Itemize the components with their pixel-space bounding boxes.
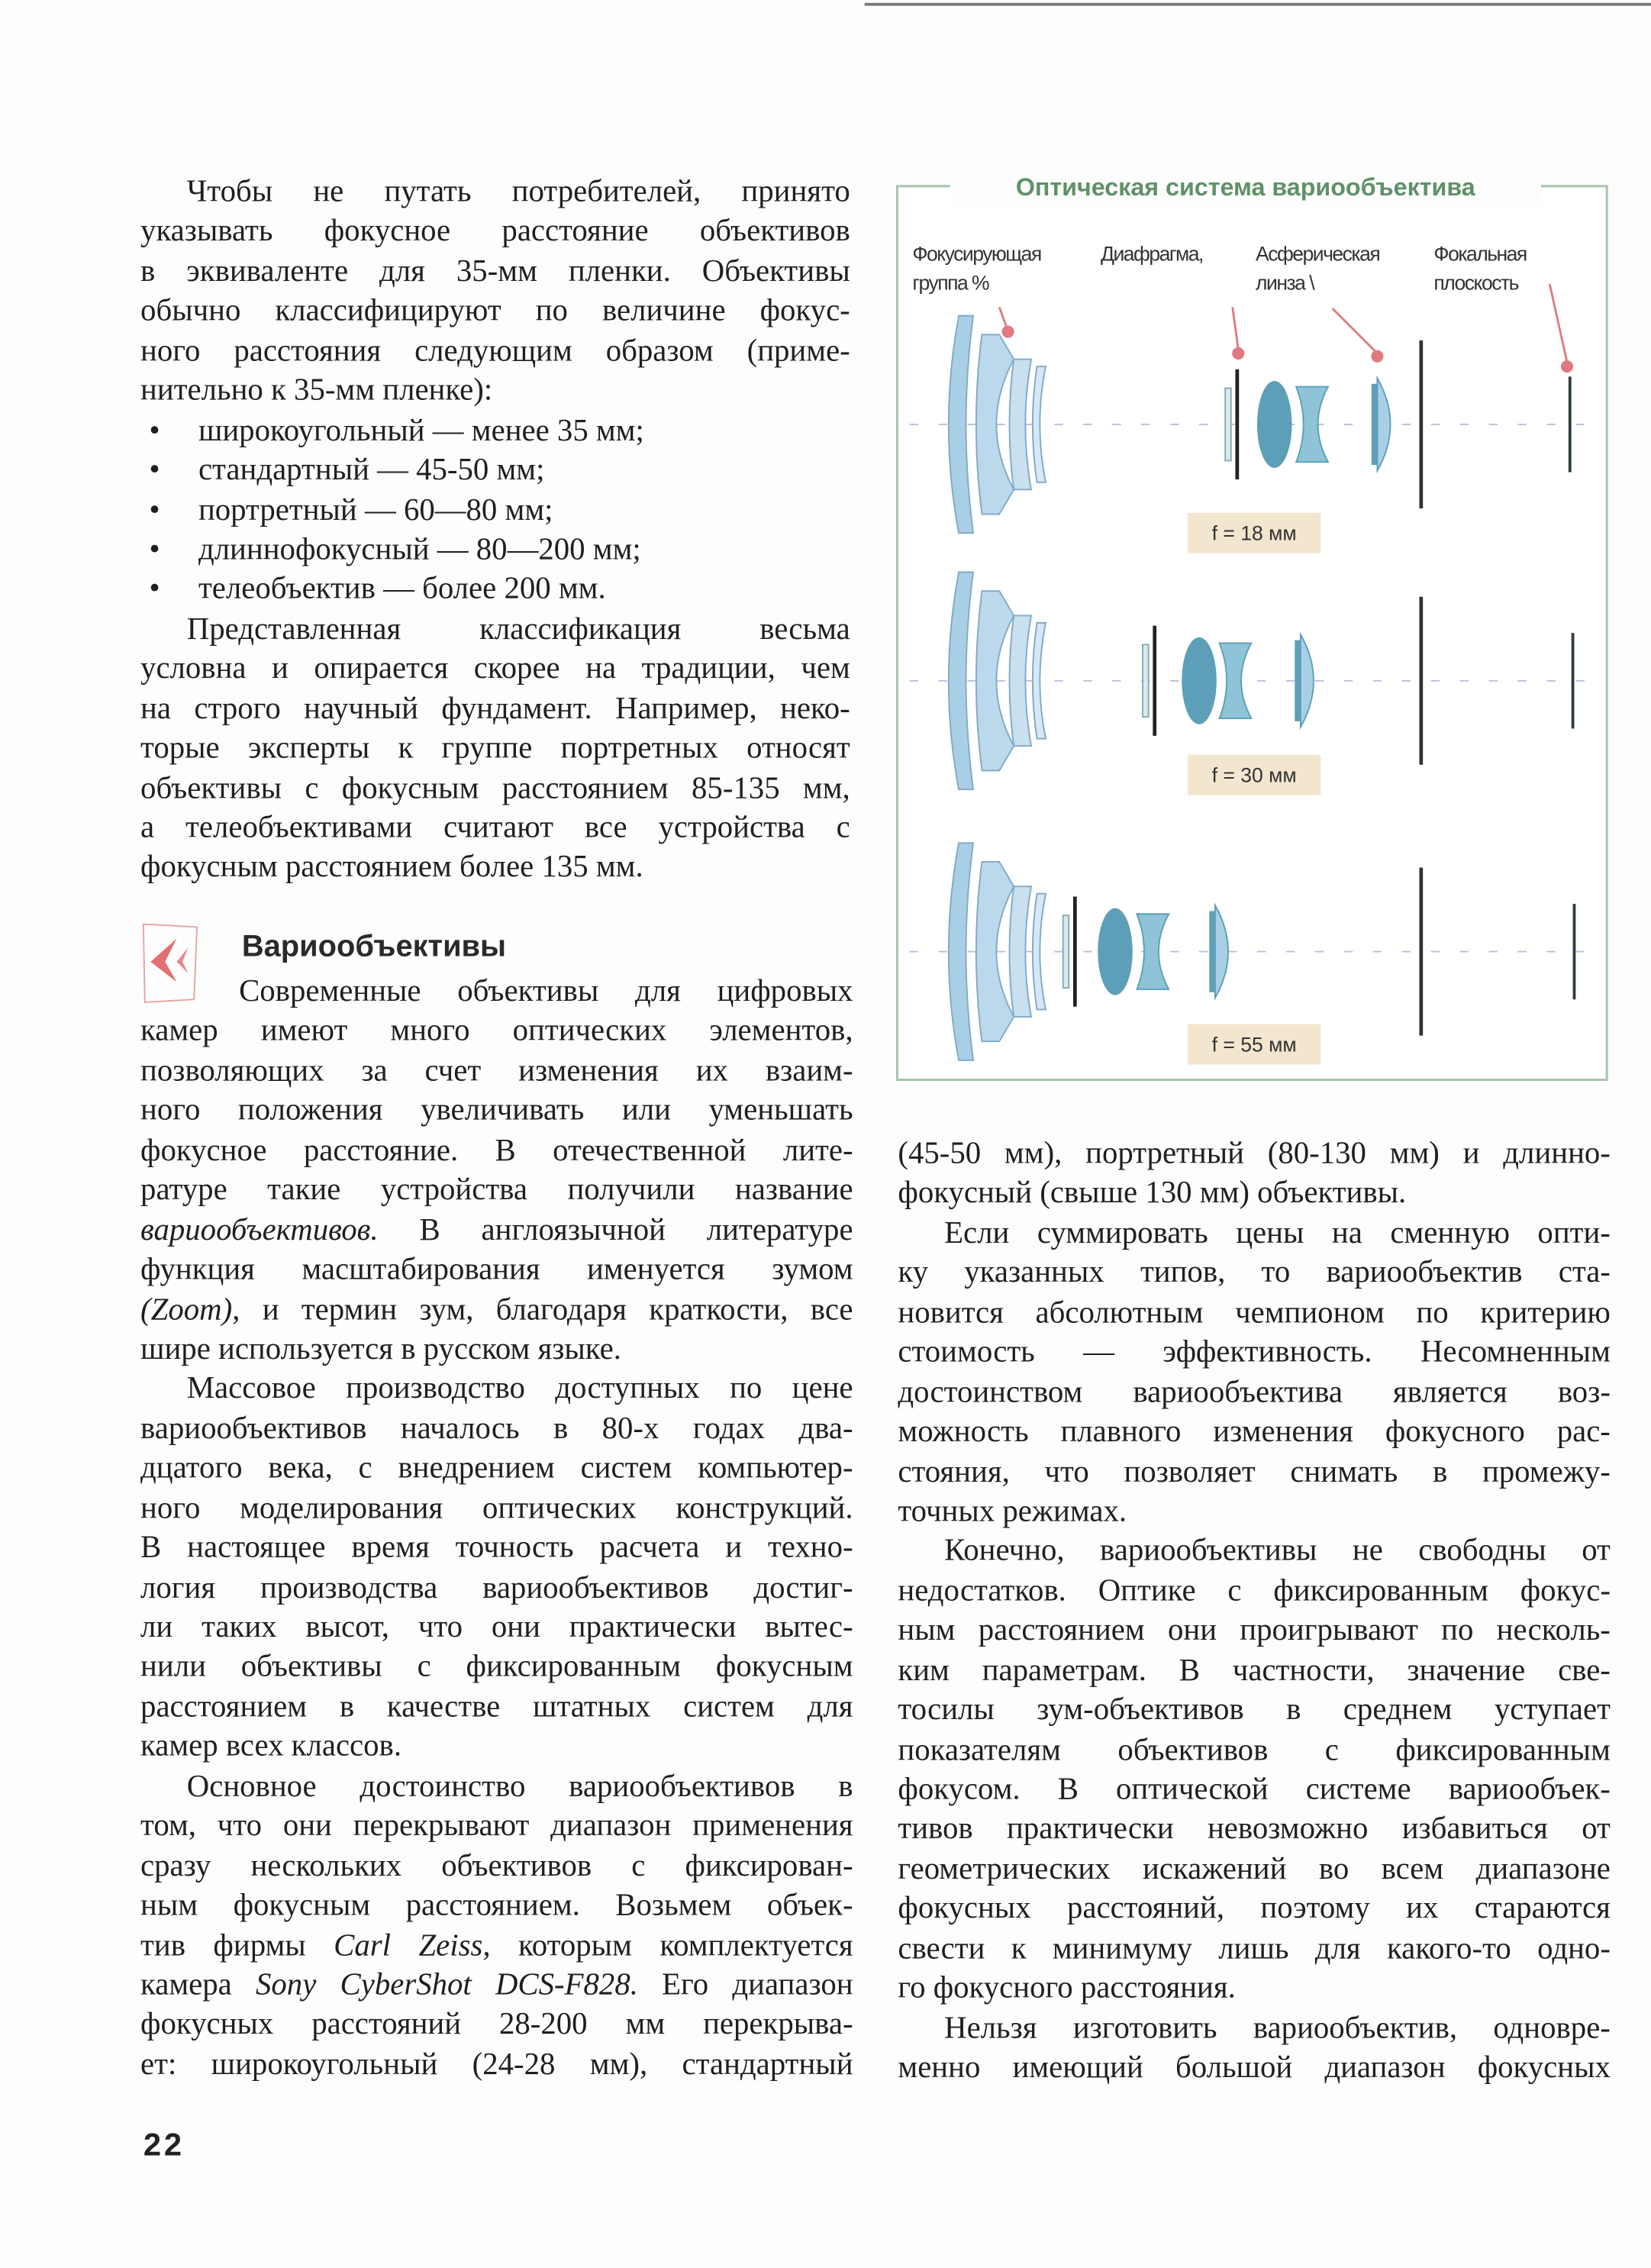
text-span: Современные объективы для цифровых (239, 973, 853, 1008)
text-span: и термин зум, благодаря краткости, все (240, 1291, 853, 1327)
convex-lens (1257, 381, 1292, 468)
text-line (140, 1211, 853, 1250)
text-span: фокусных расстояний 28-200 мм перекрыва- (140, 2006, 853, 2042)
focal-plane (1572, 633, 1575, 728)
text-span: широкоугольный — менее 35 мм; (198, 412, 644, 447)
text-span: В настоящее время точность расчета и техно- (140, 1529, 853, 1565)
page-number: 22 (143, 2126, 185, 2163)
small-lens (1225, 389, 1231, 461)
text-span: геометрических искажений во всем диапазоне (898, 1850, 1611, 1886)
text-span: нительно к 35-мм пленке): (140, 372, 493, 408)
text-span: вариообъективов началось в 80-х годах два- (140, 1410, 853, 1446)
focal-plane (1569, 376, 1572, 472)
text-span: Если суммировать цены на сменную опти- (944, 1215, 1611, 1250)
filter-plate (1419, 597, 1423, 765)
text-span: фокусный (свыше 130 мм) объективы. (898, 1175, 1407, 1211)
text-line (898, 2048, 1611, 2088)
text-span: логия производства вариообъективов достиг- (140, 1569, 853, 1605)
text-span: ли таких высот, что они практически вытес- (140, 1609, 853, 1644)
text-span: в эквиваленте для 35-мм пленки. Объективы (140, 253, 850, 289)
text-line (898, 1691, 1611, 1731)
text-line (140, 2045, 853, 2085)
text-span: на строго научный фундамент. Например, неко- (140, 690, 850, 726)
text-line (898, 1731, 1611, 1770)
aperture-diaphragm (1235, 369, 1239, 479)
section-heading: Вариообъективы (241, 930, 507, 963)
filter-plate (1419, 868, 1423, 1036)
label-aperture: Диафрагма, (1101, 242, 1203, 266)
text-span: длиннофокусный — 80—200 мм; (198, 531, 641, 566)
text-line (140, 1250, 853, 1290)
text-line (140, 1687, 853, 1727)
text-line (898, 1770, 1611, 1810)
label-aspheric-lens: Асферическая (1256, 242, 1380, 266)
focal-length-label: f = 55 мм (1211, 1033, 1297, 1057)
text-line (140, 1766, 853, 1806)
italic-text: Sony CyberShot DCS-F828. (256, 1966, 638, 2002)
italic-text: (Zoom), (140, 1291, 240, 1327)
text-span: фокусом. В оптической системе вариообъек- (898, 1771, 1611, 1807)
italic-text: вариообъективов. (140, 1211, 379, 1247)
text-span: позволяющих за счет изменения их взаим- (140, 1053, 853, 1088)
text-line (898, 1134, 1611, 1174)
text-span: Чтобы не путать потребителей, принято (186, 173, 850, 209)
text-span: нили объективы с фиксированным фокусным (140, 1649, 853, 1684)
optical-system-diagram (0, 0, 1651, 1101)
aspheric-lens-edge (1295, 640, 1301, 721)
text-span: камера (140, 1966, 256, 2002)
text-line (898, 1929, 1611, 1969)
label-focal-plane: Фокальная (1433, 242, 1527, 266)
text-line (140, 1131, 853, 1170)
text-span: условна и опирается скорее на традиции, чем (140, 650, 850, 686)
text-span: можность плавного изменения фокусного рас- (898, 1413, 1611, 1449)
text-span: ратуре такие устройства получили название (140, 1172, 853, 1207)
small-lens (1143, 644, 1149, 717)
filter-plate (1419, 340, 1423, 508)
text-line (140, 1568, 853, 1608)
text-line (140, 1528, 853, 1568)
text-line (140, 1926, 853, 1966)
aspheric-lens-edge (1209, 911, 1215, 992)
text-span: Конечно, вариообъективы не свободны от (944, 1533, 1611, 1568)
text-line (898, 1333, 1611, 1373)
text-span: фокусных расстояний, поэтому их стараются (898, 1890, 1611, 1926)
text-span: достоинством вариообъектива является воз- (898, 1373, 1611, 1409)
text-line (140, 1170, 853, 1210)
focal-length-label: f = 30 мм (1211, 763, 1297, 787)
right-column-text (898, 1134, 1611, 2088)
text-line (898, 1412, 1611, 1452)
italic-text: Carl Zeiss, (334, 1927, 491, 1963)
text-span: ку указанных типов, то вариообъектив ста- (898, 1254, 1611, 1290)
left-column-text-bottom (140, 972, 853, 2085)
text-span: Представленная классификация весьма (186, 611, 850, 646)
aperture-diaphragm (1153, 626, 1156, 736)
text-line (898, 1452, 1611, 1492)
text-line (140, 1608, 853, 1647)
text-line (140, 1806, 853, 1846)
text-line (898, 1810, 1611, 1850)
text-span: Основное достоинство вариообъективов в (186, 1768, 853, 1803)
text-span: телеобъектив — более 200 мм. (198, 571, 606, 606)
convex-lens (1098, 908, 1133, 995)
text-span: тив фирмы (140, 1927, 334, 1963)
text-line (898, 1571, 1611, 1611)
text-line (898, 1214, 1611, 1253)
text-line (140, 1489, 853, 1528)
text-span: менно имеющий большой диапазон фокусных (898, 2049, 1611, 2085)
text-span: го фокусного расстояния. (898, 1970, 1236, 2005)
text-line (140, 1330, 853, 1370)
text-span: обычно классифицируют по величине фокус- (140, 292, 850, 328)
text-line (898, 1293, 1611, 1333)
text-span: шире используется в русском языке. (140, 1331, 621, 1366)
text-span: стоимость — эффективность. Несомненным (898, 1334, 1611, 1370)
text-line (898, 1650, 1611, 1690)
text-span: ным фокусным расстоянием. Возьмем объек- (140, 1887, 853, 1922)
text-line (898, 1611, 1611, 1650)
text-span: стандартный — 45-50 мм; (198, 452, 545, 487)
text-span: показателям объективов с фиксированным (898, 1731, 1611, 1766)
label-focusing-group-2: группа % (912, 271, 989, 295)
focal-plane (1573, 904, 1576, 999)
text-span: недостатков. Оптике с фиксированным фокус- (898, 1573, 1611, 1608)
text-line (140, 1449, 853, 1489)
label-focusing-group: Фокусирующая (912, 242, 1041, 266)
text-span: дцатого века, с внедрением систем компьютер- (140, 1450, 853, 1486)
text-span: ного положения увеличивать или уменьшать (140, 1092, 853, 1128)
text-line (898, 1492, 1611, 1531)
text-span: (45-50 мм), портретный (80-130 мм) и длинно- (898, 1135, 1611, 1171)
text-span: тосилы зум-объективов в среднем уступает (898, 1692, 1611, 1727)
text-span: функция масштабирования именуется зумом (140, 1251, 853, 1287)
text-span: торые эксперты к группе портретных относят (140, 730, 850, 766)
text-span: ким параметрам. В частности, значение све- (898, 1652, 1611, 1687)
text-span: указывать фокусное расстояние объективов (140, 213, 850, 249)
text-line (898, 1174, 1611, 1214)
label-aspheric-lens-2: линза \ (1256, 271, 1314, 295)
text-span: камер всех классов. (140, 1728, 402, 1763)
text-line (140, 2005, 853, 2045)
convex-lens (1182, 637, 1217, 724)
text-span: тивов практически невозможно избавиться от (898, 1811, 1611, 1847)
text-line (898, 1969, 1611, 2008)
aperture-diaphragm (1073, 896, 1077, 1006)
text-span: новится абсолютным чемпионом по критерию (898, 1294, 1611, 1330)
text-line (140, 1370, 853, 1409)
text-span: Массовое производство доступных по цене (186, 1370, 853, 1406)
text-span: Нельзя изготовить вариообъектив, одновре- (944, 2009, 1611, 2045)
text-line (898, 1253, 1611, 1293)
small-lens (1063, 915, 1069, 988)
text-line (898, 1373, 1611, 1412)
text-line (140, 1846, 853, 1886)
text-span: фокусным расстоянием более 135 мм. (140, 849, 643, 885)
text-span: свести к минимуму лишь для какого-то одно- (898, 1930, 1611, 1966)
text-span: портретный — 60—80 мм; (198, 492, 553, 527)
aspheric-lens-edge (1372, 384, 1378, 465)
text-span: В англоязычной литературе (378, 1211, 853, 1247)
text-line (898, 1850, 1611, 1889)
diagram-title: Оптическая система вариообъектива (1015, 173, 1475, 202)
focal-length-label: f = 18 мм (1211, 521, 1297, 545)
text-span: камер имеют много оптических элементов, (140, 1013, 853, 1048)
label-focal-plane-2: плоскость (1433, 271, 1518, 295)
text-span: ным расстоянием они проигрывают по несколь- (898, 1612, 1611, 1647)
text-span: фокусное расстояние. В отечественной лите- (140, 1132, 853, 1167)
text-line (140, 1727, 853, 1766)
text-span: стояния, что позволяет снимать в промежу- (898, 1453, 1611, 1489)
text-span: а телеобъективами считают все устройства с (140, 809, 850, 845)
text-span: том, что они перекрывают диапазон применения (140, 1808, 853, 1843)
text-line (140, 1886, 853, 1926)
text-span: точных режимах. (898, 1493, 1127, 1528)
text-line (898, 1531, 1611, 1571)
text-line (898, 2008, 1611, 2048)
text-span: расстоянием в качестве штатных систем для (140, 1689, 853, 1724)
text-span: сразу нескольких объективов с фиксирован- (140, 1847, 853, 1882)
text-line (898, 1889, 1611, 1929)
text-span: ет: широкоугольный (24-28 мм), стандартный (140, 2046, 853, 2082)
text-span: ного расстояния следующим образом (приме- (140, 332, 850, 368)
text-span: Его диапазон (637, 1966, 853, 2002)
text-line (140, 1409, 853, 1449)
text-line (140, 1647, 853, 1687)
text-span: объективы с фокусным расстоянием 85-135 мм, (140, 769, 850, 805)
text-span: ного моделирования оптических конструкций. (140, 1489, 853, 1525)
text-line (140, 1290, 853, 1330)
text-span: которым комплектуется (490, 1927, 853, 1963)
text-line (140, 1966, 853, 2005)
